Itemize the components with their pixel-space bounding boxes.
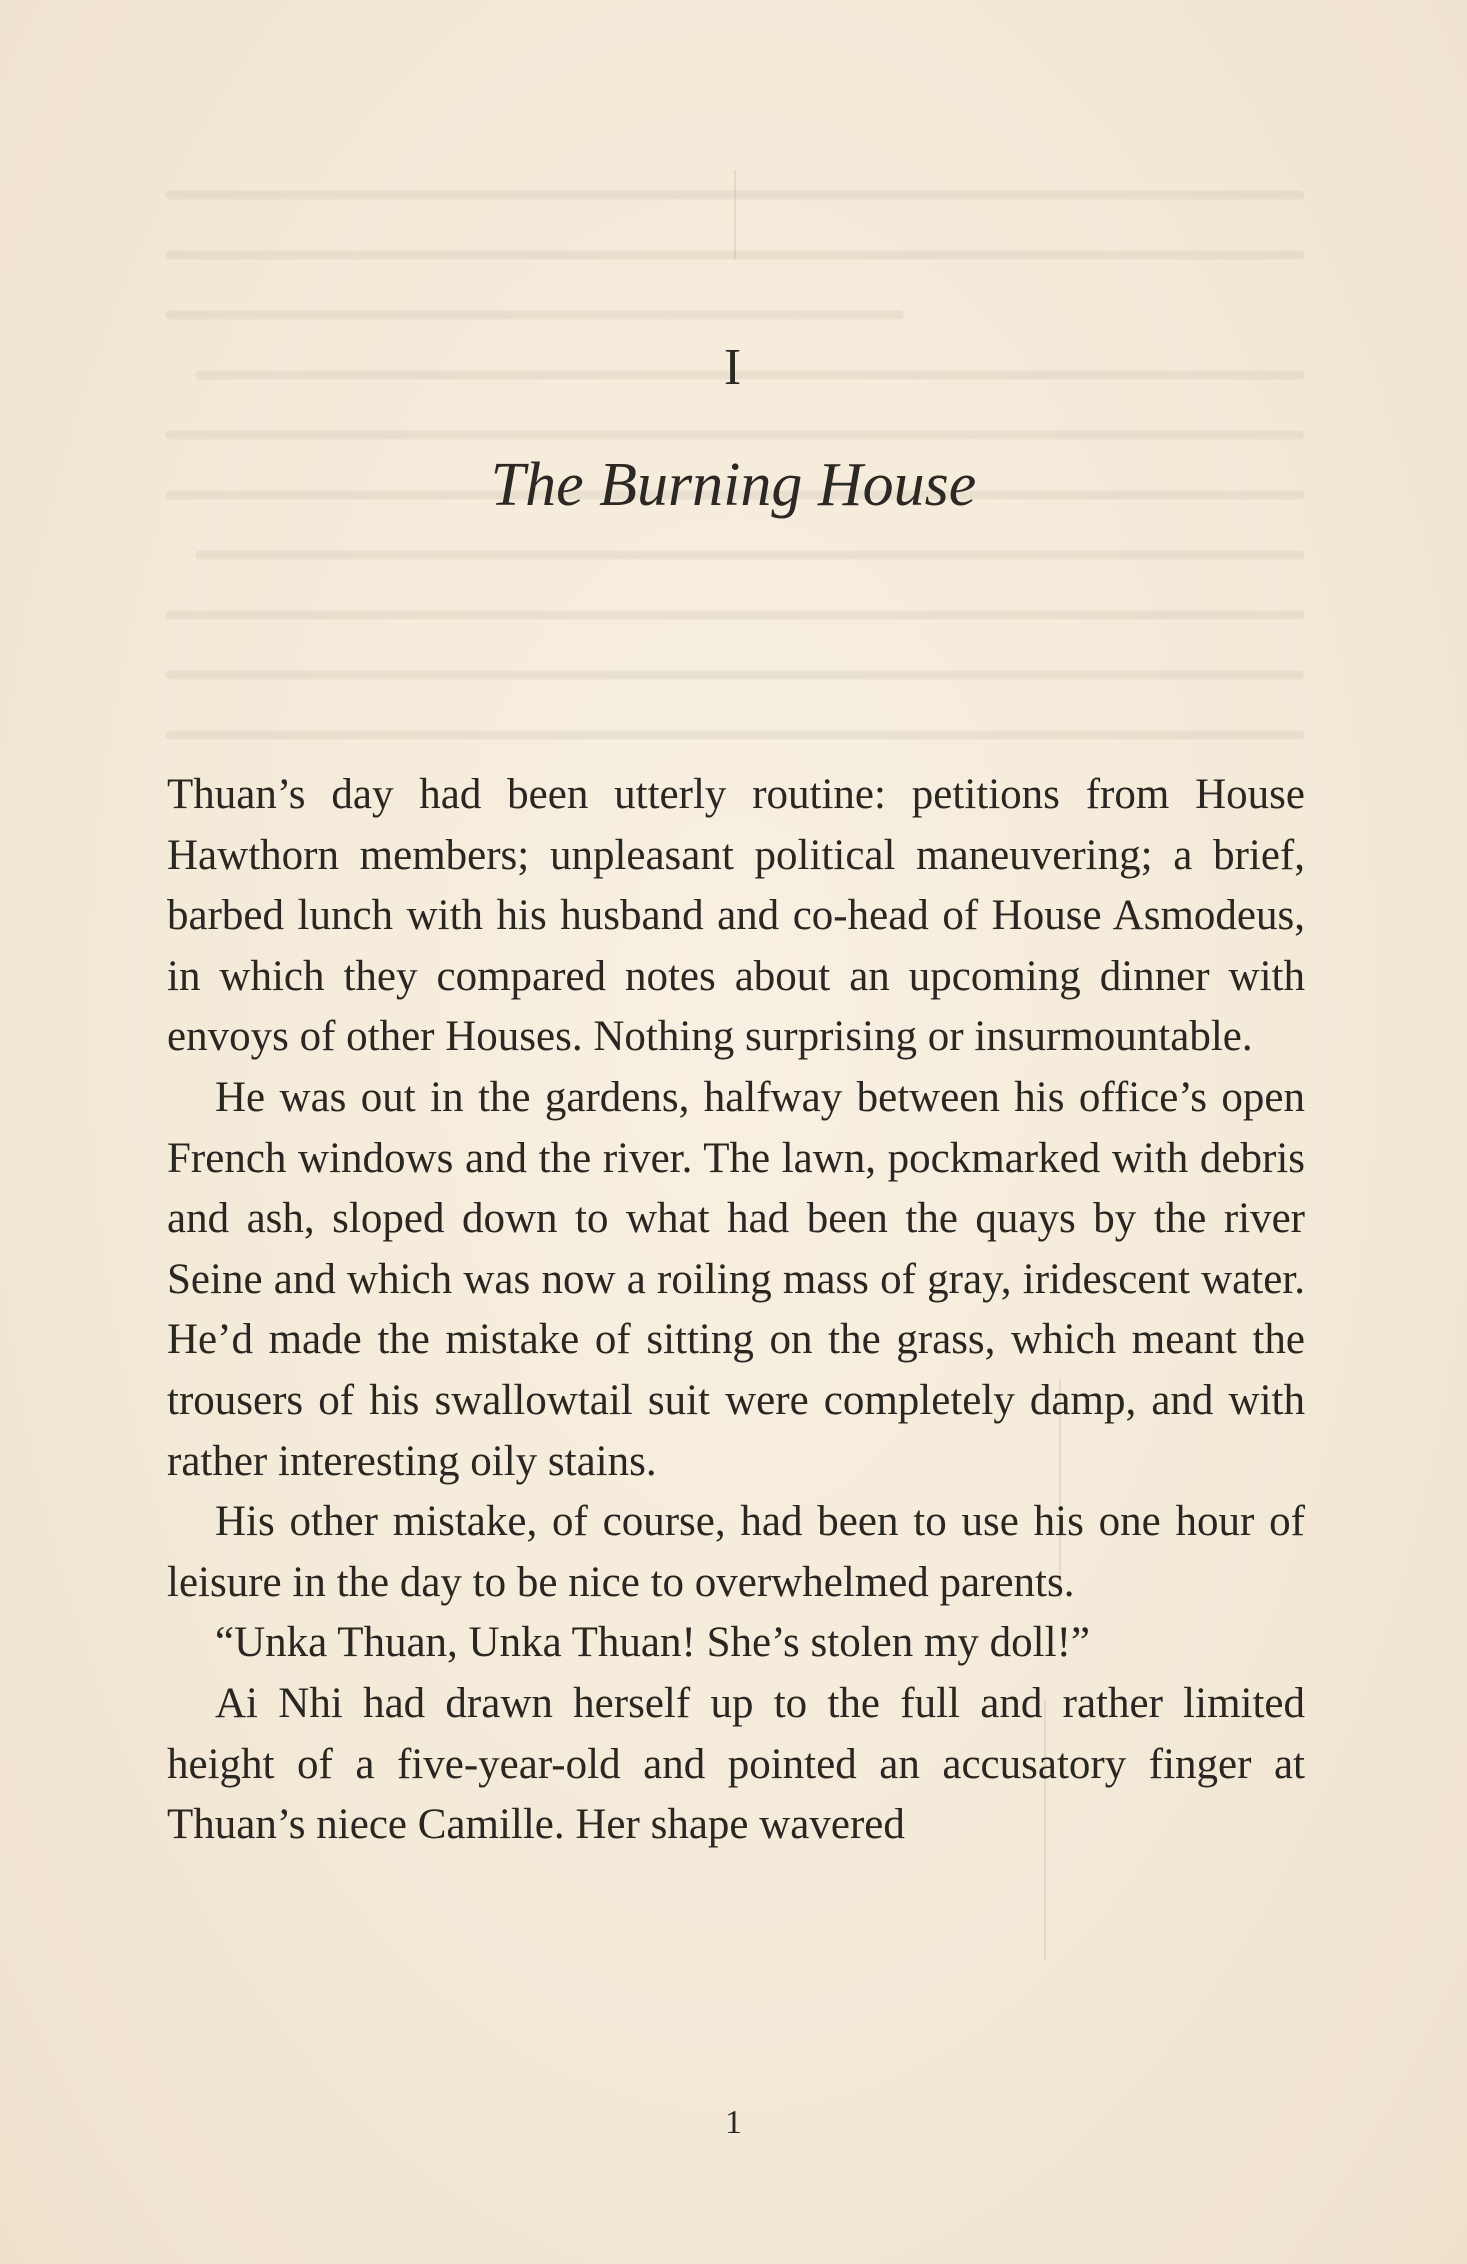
page-number: 1 xyxy=(725,2104,742,2141)
chapter-title: The Burning House xyxy=(490,451,977,519)
paragraph: He was out in the gardens, halfway between his office’s open French windows and the river. The lawn, pockmarked with debris and ash, sloped down to what had been the quays by the river Seine and which was now a roiling mass of gray, iridescent water. He’d made the mistake of sitting on the grass, which meant the trousers of his swallowtail suit were completely damp, and with rather interesting oily stains. xyxy=(167,1073,1305,1485)
paragraph: Ai Nhi had drawn herself up to the full and rather limited height of a five-year-old and pointed an accusatory finger at Thuan’s niece Camille. Her shape wavered xyxy=(167,1679,1305,1849)
paragraph: His other mistake, of course, had been to use his one hour of leisure in the day to be nice to overwhelmed parents. xyxy=(167,1498,1305,1606)
chapter-body xyxy=(167,765,1305,1856)
paragraph: “Unka Thuan, Unka Thuan! She’s stolen my doll!” xyxy=(215,1619,1090,1667)
paragraph: Thuan’s day had been utterly routine: petitions from House Hawthorn members; unpleasant political maneuvering; a brief, barbed lunch with his husband and co-head of House Asmodeus, in which they compared notes about an upcoming dinner with envoys of other Houses. Nothing surprising or insurmountable. xyxy=(167,771,1305,1061)
chapter-number: I xyxy=(723,339,744,396)
